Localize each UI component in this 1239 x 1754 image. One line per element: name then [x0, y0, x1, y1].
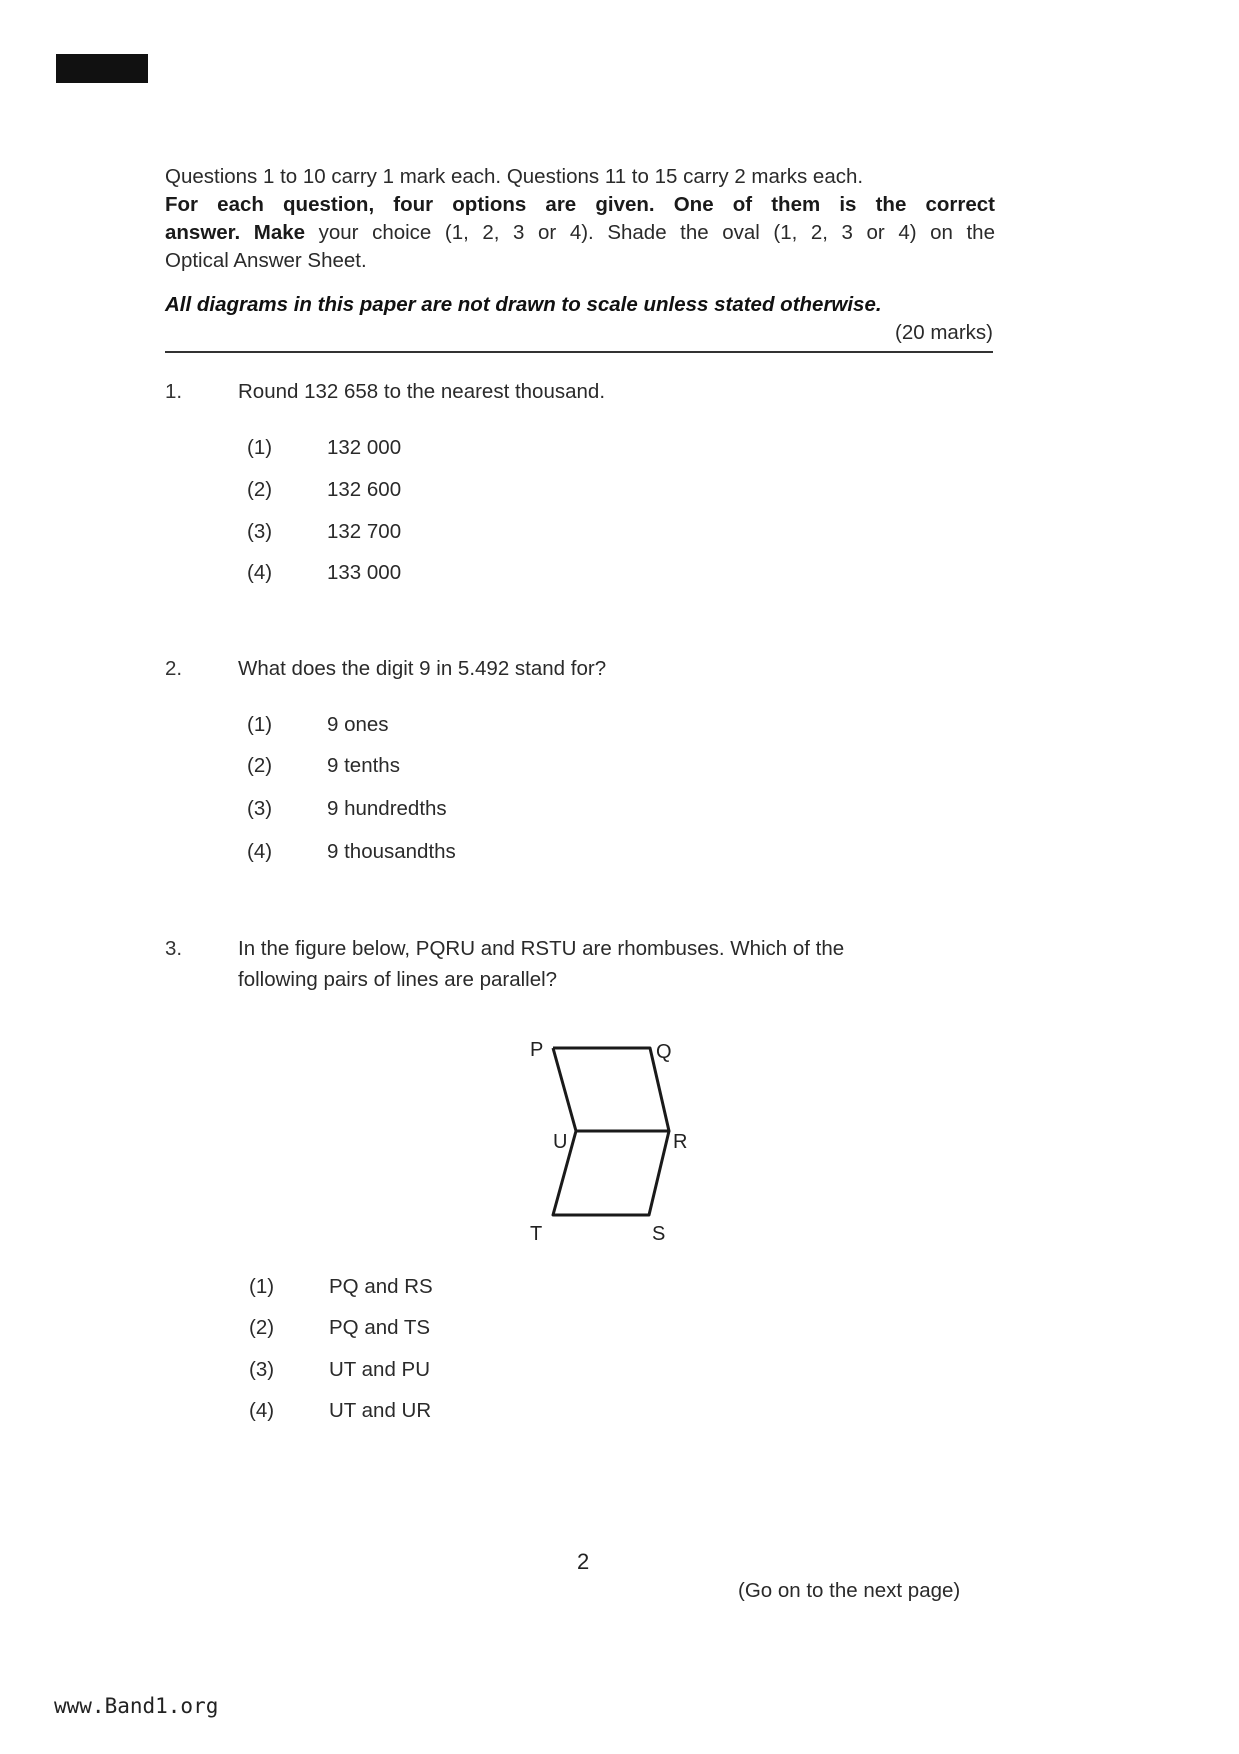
question-1-option-4	[247, 561, 647, 587]
question-2-option-3	[247, 797, 647, 823]
option-label: (3)	[247, 797, 273, 820]
question-1-option-1	[247, 436, 647, 462]
instructions	[165, 163, 995, 275]
vertex-label-u: U	[553, 1131, 568, 1153]
question-2-number: 2.	[165, 657, 183, 680]
vertex-label-t: T	[530, 1223, 543, 1245]
section-marks: (20 marks)	[895, 321, 993, 344]
option-text: 9 tenths	[327, 754, 400, 777]
option-text: 9 ones	[327, 713, 389, 736]
vertex-label-q: Q	[656, 1041, 672, 1063]
option-text: 132 000	[327, 436, 402, 459]
question-1-option-3	[247, 520, 647, 546]
question-3-text-line-2: following pairs of lines are parallel?	[238, 968, 558, 991]
option-label: (2)	[247, 478, 273, 501]
option-label: (1)	[249, 1275, 275, 1298]
vertex-label-r: R	[673, 1131, 688, 1153]
option-label: (4)	[249, 1399, 275, 1422]
vertex-label-s: S	[652, 1223, 666, 1245]
option-label: (4)	[247, 561, 273, 584]
option-text: UT and PU	[329, 1358, 431, 1381]
option-label: (4)	[247, 840, 273, 863]
question-1-number: 1.	[165, 380, 183, 403]
page-number: 2	[577, 1549, 590, 1574]
option-text: 9 thousandths	[327, 840, 456, 863]
option-label: (2)	[247, 754, 273, 777]
redacted-header-block	[56, 54, 148, 83]
option-label: (1)	[247, 436, 273, 459]
option-label: (2)	[249, 1316, 275, 1339]
continue-note: (Go on to the next page)	[738, 1579, 961, 1602]
option-text: 9 hundredths	[327, 797, 447, 820]
instructions-line-4: Optical Answer Sheet.	[165, 249, 367, 272]
option-text: PQ and TS	[329, 1316, 431, 1339]
option-label: (3)	[247, 520, 273, 543]
question-2-option-2	[247, 754, 647, 780]
vertex-label-p: P	[530, 1039, 544, 1061]
question-3-text	[238, 933, 844, 995]
question-3-option-2	[249, 1316, 649, 1342]
diagram-scale-note: All diagrams in this paper are not drawn to scale unless stated otherwise.	[165, 293, 882, 316]
website-watermark: www.Band1.org	[54, 1694, 219, 1718]
question-3-number: 3.	[165, 937, 183, 960]
question-3-option-3	[249, 1358, 649, 1384]
option-text: 133 000	[327, 561, 402, 584]
question-3-option-4	[249, 1399, 649, 1425]
question-2-text: What does the digit 9 in 5.492 stand for?	[238, 657, 607, 680]
instructions-line-1: Questions 1 to 10 carry 1 mark each. Questions 11 to 15 carry 2 marks each.	[165, 165, 864, 188]
question-3-option-1	[249, 1275, 649, 1301]
question-2-option-4	[247, 840, 647, 866]
instructions-line-3-bold: answer. Make	[165, 221, 306, 244]
option-text: PQ and RS	[329, 1275, 433, 1298]
rhombus-figure	[520, 1025, 710, 1245]
section-divider	[165, 351, 993, 353]
question-1-option-2	[247, 478, 647, 504]
instructions-line-3	[165, 219, 995, 247]
question-2-option-1	[247, 713, 647, 739]
question-1-text: Round 132 658 to the nearest thousand.	[238, 380, 606, 403]
option-label: (1)	[247, 713, 273, 736]
instructions-line-2: For each question, four options are given. One of them is the correct	[165, 193, 995, 216]
option-text: 132 600	[327, 478, 402, 501]
option-text: 132 700	[327, 520, 402, 543]
instructions-line-3-rest: your choice (1, 2, 3 or 4). Shade the oval (1, 2, 3 or 4) on the	[305, 221, 995, 244]
option-label: (3)	[249, 1358, 275, 1381]
question-3-text-line-1: In the figure below, PQRU and RSTU are rhombuses. Which of the	[238, 937, 845, 960]
rhombus-pqru	[553, 1048, 669, 1131]
rhombus-rstu	[553, 1131, 669, 1215]
option-text: UT and UR	[329, 1399, 432, 1422]
